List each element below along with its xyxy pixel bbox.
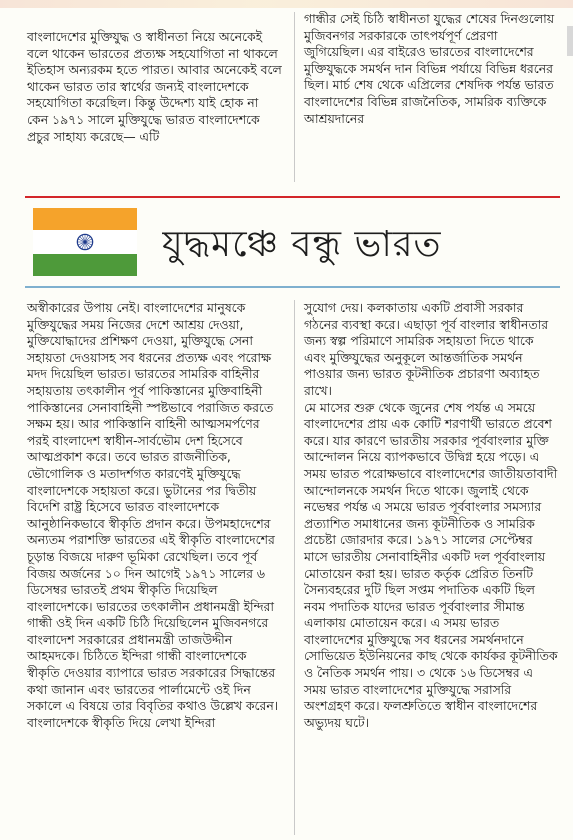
- headline-rule-bottom: [25, 286, 560, 288]
- intro-paragraph-left: বাংলাদেশের মুক্তিযুদ্ধ ও স্বাধীনতা নিয়ে অনেকেই বলে থাকেন ভারতের প্রত্যক্ষ সহযোগিতা না থাকলে ইতিহাস অন্যরকম হতে পারত। আবার অনেকেই বলে থাকেন ভারত তার স্বার্থের জন্যই বাংলাদেশকে সহযোগিতা করেছিল। কিন্তু উদ্দেশ্য যাই হোক না কেন ১৯৭১ সালে মুক্তিযুদ্ধে ভারত বাংলাদেশকে প্রচুর সাহায্য করেছে— এটি: [27, 29, 282, 144]
- ashoka-chakra-icon: [76, 233, 94, 251]
- column-divider-bottom: [294, 300, 295, 835]
- body-paragraph: অস্বীকারের উপায় নেই। বাংলাদেশের মানুষকে মুক্তিযুদ্ধের সময় নিজের দেশে আশ্রয় দেওয়া, মুক্তিযোদ্ধাদের প্রশিক্ষণ দেওয়া, মুক্তিযুদ্ধে সেনা সহায়তা দেওয়াসহ সব ধরনের প্রত্যক্ষ এবং পরোক্ষ মদদ দিয়েছিল ভারত। ভারতের সামরিক বাহিনীর সহায়তায় তৎকালীন পূর্ব পাকিস্তানের মুক্তিবাহিনী পাকিস্তানের সেনাবাহিনী স্পষ্টভাবে পরাজিত করতে সক্ষম হয়। আর পাকিস্তানি বাহিনী আত্মসমর্পণের পরই বাংলাদেশ স্বাধীন-সার্বভৌম দেশ হিসেবে আত্মপ্রকাশ করে। তবে ভারত রাজনীতিক, ভৌগোলিক ও মতাদর্শগত কারণেই মুক্তিযুদ্ধে বাংলাদেশকে সহায়তা করে। ভুটানের পর দ্বিতীয় বিদেশি রাষ্ট্র হিসেবে ভারত বাংলাদেশকে আনুষ্ঠানিকভাবে স্বীকৃতি প্রদান করে। উপমহাদেশের অন্যতম পরাশক্তি ভারতের এই স্বীকৃতি বাংলাদেশের চূড়ান্ত বিজয়ে দারুণ ভূমিকা রেখেছিল। তবে পূর্ব বিজয় অর্জনের ১০ দিন আগেই ১৯৭১ সালের ৬ ডিসেম্বর ভারতই প্রথম স্বীকৃতি দিয়েছিল বাংলাদেশকে। ভারতের তৎকালীন প্রধানমন্ত্রী ইন্দিরা গান্ধী ওই দিন একটি চিঠি দিয়েছিলেন মুজিবনগরে বাংলাদেশ সরকারের প্রধানমন্ত্রী তাজউদ্দীন আহমদকে। চিঠিতে ইন্দিরা গান্ধী বাংলাদেশকে স্বীকৃতি দেওয়ার ব্যাপারে ভারত সরকারের সিদ্ধান্তের কথা জানান এবং ভারতের পার্লামেন্টে ওই দিন সকালে এ বিষয়ে তার বিবৃতির কথাও উল্লেখ করেন। বাংলাদেশকে স্বীকৃতি দিয়ে লেখা ইন্দিরা: [27, 300, 279, 730]
- body-column-right: [304, 300, 559, 731]
- column-divider-top: [294, 12, 295, 182]
- intro-paragraph-right: গান্ধীর সেই চিঠি স্বাধীনতা যুদ্ধের শেষের দিনগুলোয় মুজিবনগর সরকারকে তাৎপর্যপূর্ণ প্রেরণা জুগিয়েছিল। এর বাইরেও ভারতের বাংলাদেশের মুক্তিযুদ্ধকে সমর্থন দান বিভিন্ন পর্যায়ে বিভিন্ন ধরনের ছিল। মার্চ শেষ থেকে এপ্রিলের শেষদিক পর্যন্ত ভারত বাংলাদেশের বিভিন্ন রাজনৈতিক, সামরিক ব্যক্তিকে আশ্রয়দানের: [304, 11, 555, 126]
- intro-column-left: [27, 29, 282, 145]
- page-edge-tab: [567, 26, 573, 56]
- body-paragraph: মে মাসের শুরু থেকে জুনের শেষ পর্যন্ত এ সময়ে বাংলাদেশের প্রায় এক কোটি শরণার্থী ভারতে প্রবেশ করে। যার কারণে ভারতীয় সরকার পূর্ববাংলার মুক্তি আন্দোলন নিয়ে ব্যাপকভাবে উদ্বিগ্ন হয়ে পড়ে। এ সময় ভারত পরোক্ষভাবে বাংলাদেশের জাতীয়তাবাদী আন্দোলনকে সমর্থন দিতে থাকে। জুলাই থেকে নভেম্বর পর্যন্ত এ সময়ে ভারত পূর্ববাংলার সমস্যার প্রত্যাশিত সমাধানের জন্য কূটনীতিক ও সামরিক প্রচেষ্টা জোরদার করে। ১৯৭১ সালের সেপ্টেম্বর মাসে ভারতীয় সেনাবাহিনীর একটি দল পূর্ববাংলায় মোতায়েন করা হয়। ভারত কর্তৃক প্রেরিত তিনটি সৈন্যবহরের দুটি ছিল সপ্তম পদাতিক একটি ছিল নবম পদাতিক যাদের ভারত পূর্ববাংলার সীমান্ত এলাকায় মোতায়েন করে। এ সময় ভারত বাংলাদেশের মুক্তিযুদ্ধে সব ধরনের সমর্থনদানে সোভিয়েত ইউনিয়নের কাছ থেকে কার্যকর কূটনীতিক ও নৈতিক সমর্থন পায়। ৩ থেকে ১৬ ডিসেম্বর এ সময় ভারত বাংলাদেশের মুক্তিযুদ্ধে সরাসরি অংশগ্রহণ করে। ফলশ্রুতিতে স্বাধীন বাংলাদেশের অভ্যুদয় ঘটে।: [304, 399, 558, 730]
- flag-saffron-band: [33, 208, 137, 230]
- flag-white-band: [33, 230, 137, 254]
- flag-green-band: [33, 254, 137, 276]
- article-headline: যুদ্ধমঞ্চে বন্ধু ভারত: [162, 224, 442, 265]
- headline-rule-top: [25, 196, 560, 198]
- page-top-strip: [0, 0, 573, 8]
- body-column-left: [27, 300, 282, 731]
- body-paragraph: সুযোগ দেয়। কলকাতায় একটি প্রবাসী সরকার গঠনের ব্যবস্থা করে। এছাড়া পূর্ব বাংলার স্বাধীনতার জন্য স্বল্প পরিমাণে সামরিক সহায়তা দিতে থাকে এবং মুক্তিযুদ্ধের অনুকূলে আন্তর্জাতিক সমর্থন পাওয়ার জন্য ভারত কূটনীতিক প্রচারণা অব্যাহত রাখে।: [304, 300, 549, 398]
- indian-flag-icon: [33, 208, 137, 276]
- intro-column-right: [304, 11, 559, 127]
